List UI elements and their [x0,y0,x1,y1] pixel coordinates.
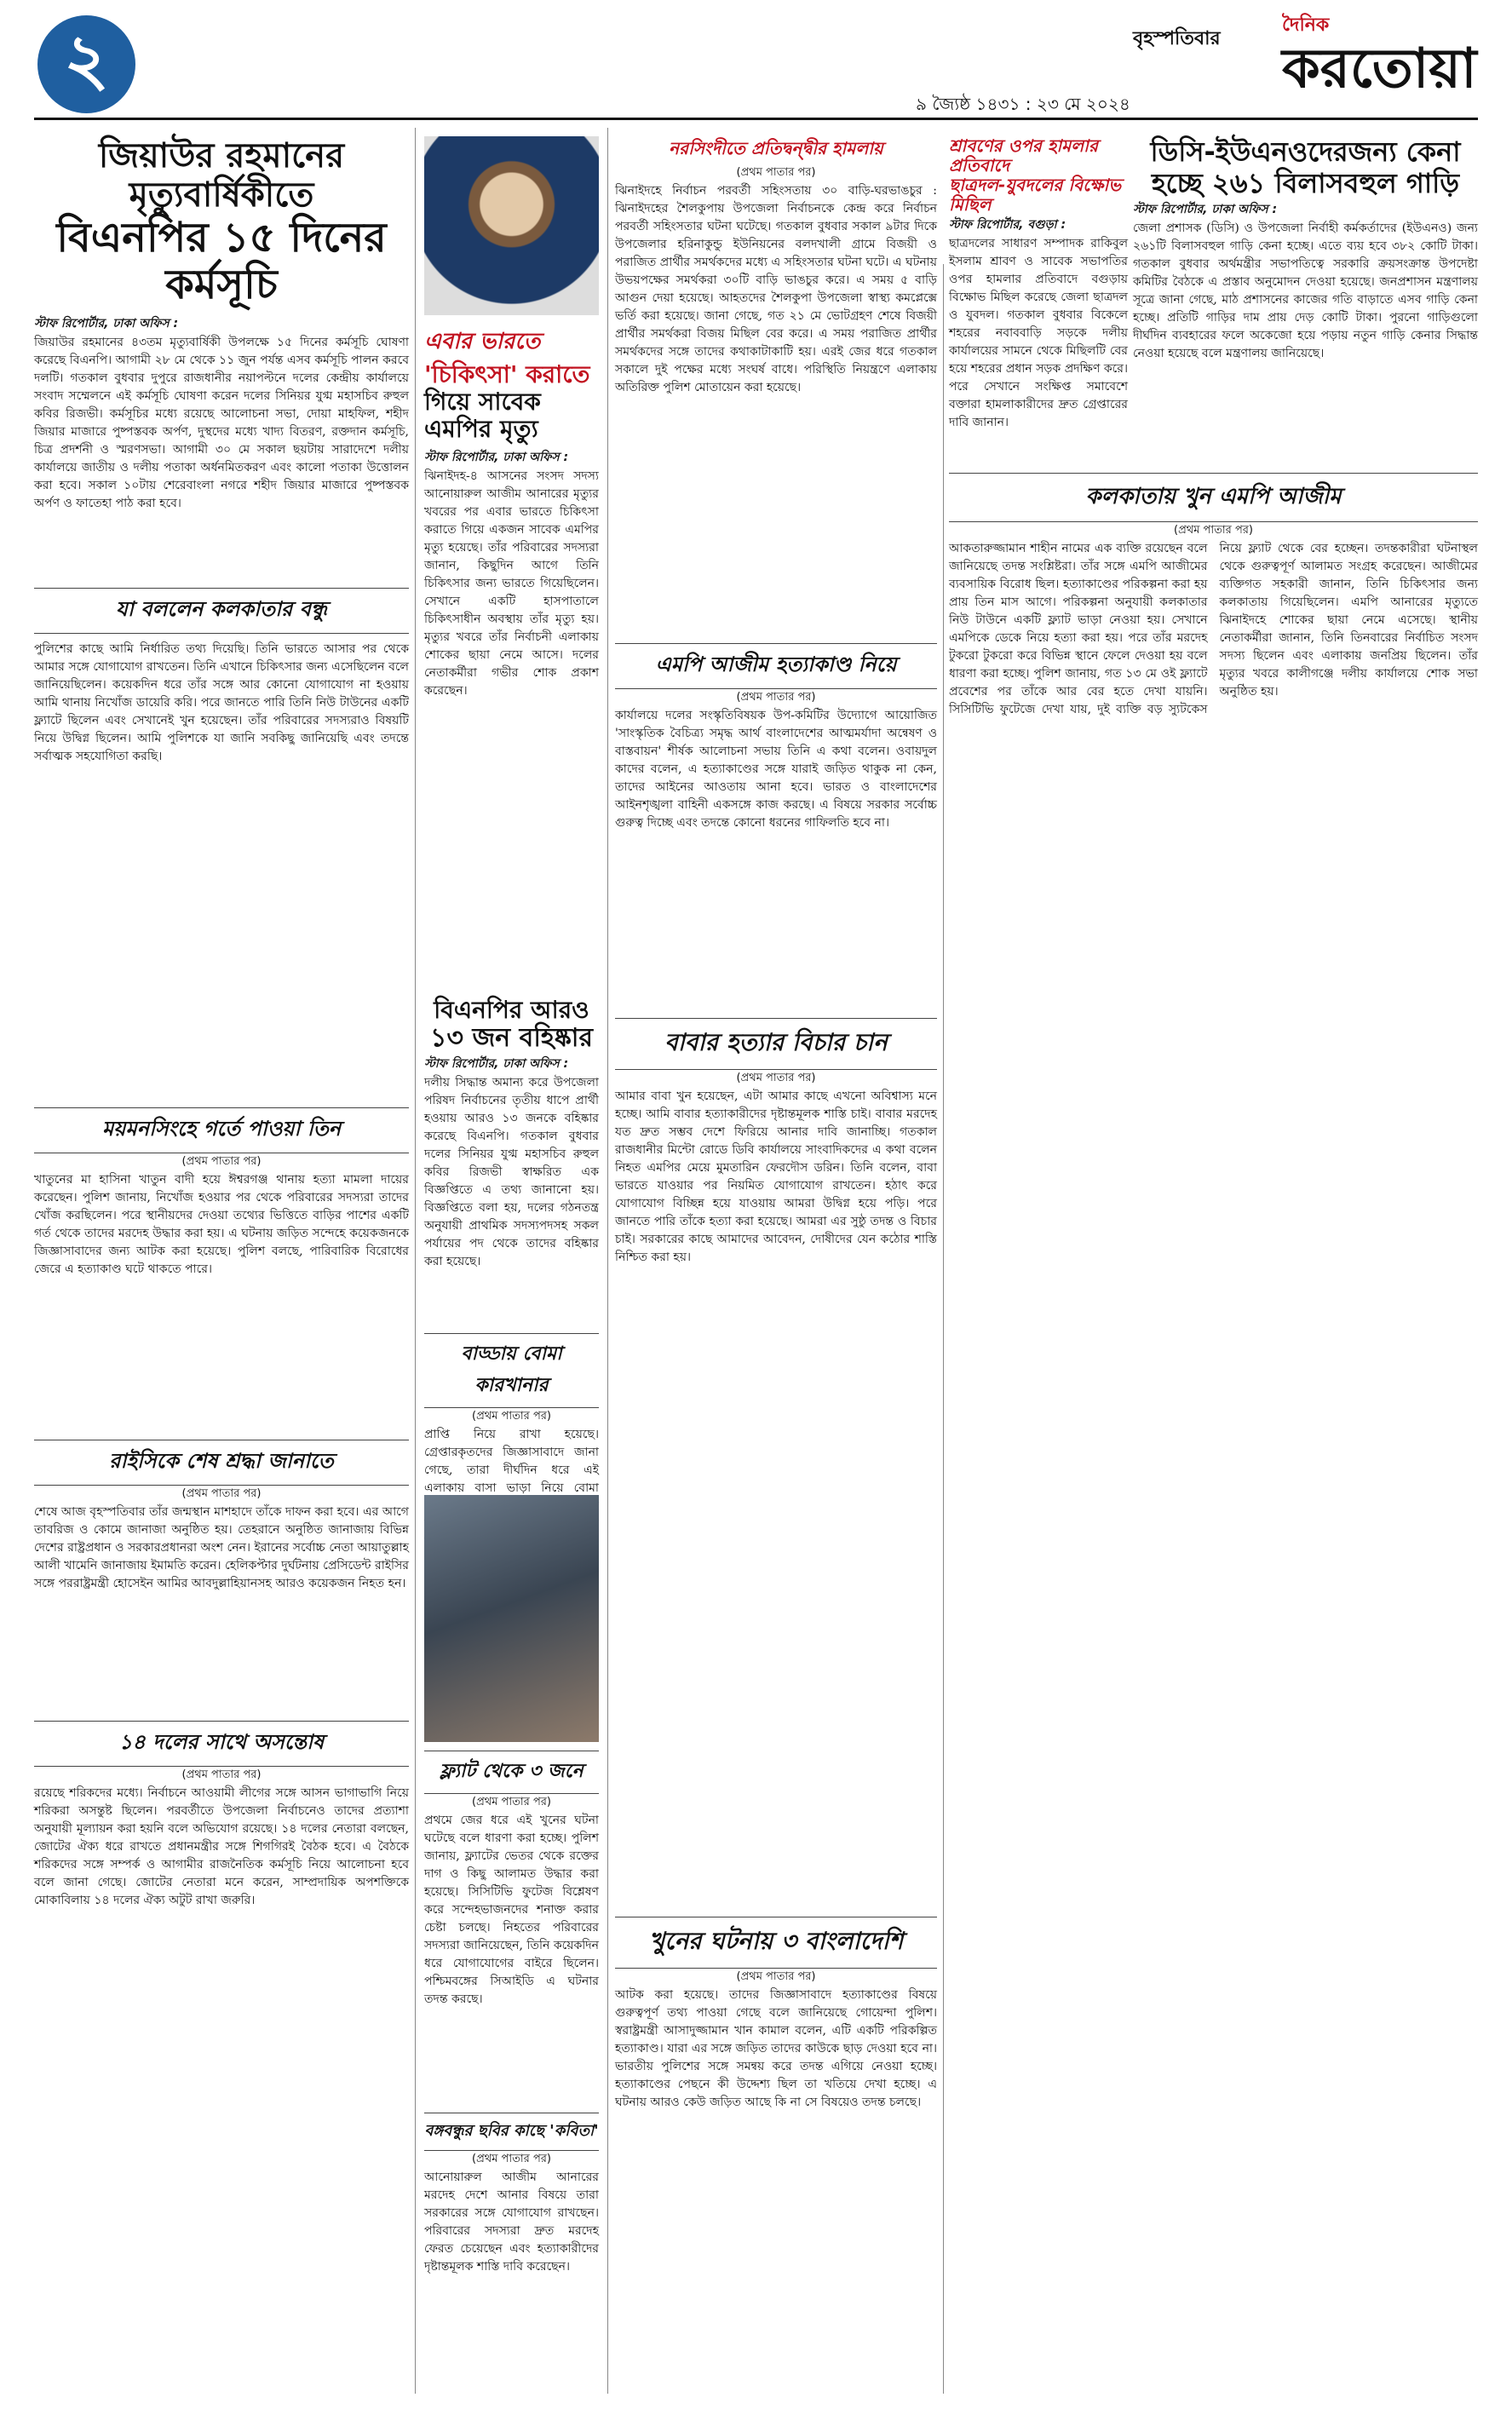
cont-flat: (প্রথম পাতার পর) [472,1796,551,1808]
column-divider [943,264,944,2394]
column-divider [607,128,608,2394]
cont-narsingdi: (প্রথম পাতার পর) [736,166,816,179]
headline-mp-treatment-quote: 'চিকিৎসা' করাতে [424,360,590,388]
page-number: ২ [63,20,110,101]
body-bomb: প্রাপ্তি নিয়ে রাখা হয়েছে। গ্রেপ্তারকৃতদের জিজ্ঞাসাবাদে জানা গেছে, তারা দীর্ঘদিন ধরে এই এলাকায় বাসা ভাড়া নিয়ে বোমা [424,1428,599,1495]
story-cars [1133,136,1478,475]
cont-raisi: (প্রথম পাতার পর) [181,1487,262,1500]
body-protest: ছাত্রদলের সাধারণ সম্পাদক রাকিবুল ইসলাম শ্রাবণ ও সাবেক সভাপতির ওপর হামলার প্রতিবাদে বগুড়ায় বিক্ষোভ মিছিল করেছে জেলা ছাত্রদল ও যুবদল। গতকাল বুধবার বিকেলে শহরের নবাববাড়ি সড়কে দলীয় কার্যালয়ের সামনে থেকে মিছিলটি বের হয়ে শহরের প্রধান সড়ক প্রদক্ষিণ করে। পরে সেখানে সংক্ষিপ্ত সমাবেশে বক্তারা হামলাকারীদের দ্রুত গ্রেপ্তারের দাবি জানান। [949,237,1128,429]
headline-family: বঙ্গবন্ধুর ছবির কাছে 'কবিতা' [424,2113,599,2151]
byline-mp-treatment: স্টাফ রিপোর্টার, ঢাকা অফিস : [424,450,569,464]
story-protest [949,136,1128,440]
story-family [424,2113,599,2416]
cont-family: (প্রথম পাতার পর) [472,2153,551,2165]
cont-14party: (প্রথম পাতার পর) [181,1768,262,1781]
cars-spacer [1133,128,1474,129]
story-flat [424,1751,599,2136]
body-kolkata: আকতারুজ্জামান শাহীন নামের এক ব্যক্তি রয়েছেন বলে জানিয়েছে তদন্ত সংশ্লিষ্টরা। তাঁর সঙ্গে এমপি আজীমের ব্যবসায়িক বিরোধ ছিল। হত্যাকাণ্ডের পরিকল্পনা করা হয় প্রায় তিন মাস আগে। পরিকল্পনা অনুযায়ী কলকাতার নিউ টাউনে একটি ফ্ল্যাট ভাড়া নেওয়া হয়। সেখানে এমপিকে ডেকে নিয়ে হত্যা করা হয়। পরে তাঁর মরদেহ টুকরো টুকরো করে বিভিন্ন স্থানে ফেলে দেওয়া হয় বলে ধারণা করা হচ্ছে। পুলিশ জানায়, গত ১৩ মে ওই ফ্ল্যাটে প্রবেশের পর তাঁকে আর বের হতে দেখা যায়নি। সিসিটিভি ফুটেজে দেখা যায়, দুই ব্যক্তি বড় স্যুটকেস নিয়ে ফ্ল্যাট থেকে বের হচ্ছেন। তদন্তকারীরা ঘটনাস্থল থেকে গুরুত্বপূর্ণ আলামত সংগ্রহ করেছেন। আজীমের ব্যক্তিগত সহকারী জানান, তিনি চিকিৎসার জন্য কলকাতায় গিয়েছিলেন। এমপি আনারের মৃত্যুতে ঝিনাইদহে শোকের ছায়া নেমে এসেছে। স্থানীয় নেতাকর্মীরা জানান, তিনি তিনবারের নির্বাচিত সংসদ সদস্য ছিলেন এবং এলাকায় জনপ্রিয় ছিলেন। তাঁর মৃত্যুর খবরে কালীগঞ্জে দলীয় কার্যালয়ে শোক সভা অনুষ্ঠিত হয়। [949,542,1478,716]
masthead-small: দৈনিক [1282,14,1330,36]
byline-cars: স্টাফ রিপোর্টার, ঢাকা অফিস : [1133,202,1278,216]
body-narsingdi: ঝিনাইদহে নির্বাচন পরবর্তী সহিংসতায় ৩০ বাড়ি-ঘরভাঙচুর : ঝিনাইদহের শৈলকুপায় উপজেলা নির্বাচনকে কেন্দ্র করে নির্বাচন পরবর্তী সহিংসতার ঘটনা ঘটেছে। গতকাল বুধবার সকাল ৯টার দিকে উপজেলার হরিনাকুন্ডু ইউনিয়নের বলদখালী গ্রামে বিজয়ী ও পরাজিত প্রার্থীর সমর্থকদের মধ্যে এ সহিংসতার ঘটনা ঘটে। এ ঘটনায় উভয়পক্ষের সমর্থকরা ৩০টি বাড়ি ভাঙচুর করে। এ সময় ৫ বাড়ি আগুন দেয়া হয়েছে। আহতদের শৈলকুপা উপজেলা স্বাস্থ্য কমপ্লেক্সে ভর্তি করা হয়েছে। জানা গেছে, গত ২১ মে ভোটগ্রহণ শেষে বিজয়ী প্রার্থীর সমর্থকরা বিজয় মিছিল বের করে। এ সময় পরাজিত প্রার্থীর সমর্থকদের সঙ্গে তাদের কথাকাটাকাটি হয়। এরই জের ধরে গতকাল সকালে দুই পক্ষের মধ্যে সংঘর্ষ বাধে। পরিস্থিতি নিয়ন্ত্রণে এলাকায় অতিরিক্ত পুলিশ মোতায়েন করা হয়েছে। [615,184,937,394]
headline-cars-1: ডিসি-ইউএনওদেরজন্য কেনা [1150,135,1461,168]
headline-flat: ফ্ল্যাট থেকে ৩ জনে [424,1751,599,1794]
cont-kolkata: (প্রথম পাতার পর) [1174,524,1253,537]
story-mp-murder [615,643,937,1048]
byline-bnp: স্টাফ রিপোর্টার, ঢাকা অফিস : [34,317,179,331]
portrait-photo [424,136,599,315]
story-narsingdi [615,136,937,659]
headline-protest-1: শ্রাবণের ওপর হামলার প্রতিবাদে [949,135,1098,175]
story-arrested [424,997,599,1313]
kicker-mp-treatment: এবার ভারতে [424,329,541,354]
body-mymensingh: খাতুনের মা হাসিনা খাতুন বাদী হয়ে ঈশ্বরগঞ্জ থানায় হত্যা মামলা দায়ের করেছেন। পুলিশ জানায়, নিখোঁজ হওয়ার পর থেকে পরিবারের সদস্যরা তাদের খোঁজ করছিলেন। পরে স্থানীয়দের দেওয়া তথ্যের ভিত্তিতে বাড়ির পাশের একটি গর্ত থেকে তাদের মরদেহ উদ্ধার করা হয়। এ ঘটনায় জড়িত সন্দেহে কয়েকজনকে জিজ্ঞাসাবাদের জন্য আটক করা হয়েছে। পুলিশ বলছে, পারিবারিক বিরোধের জেরে এ হত্যাকাণ্ড ঘটে থাকতে পারে। [34,1173,409,1276]
body-bnp: জিয়াউর রহমানের ৪৩তম মৃত্যুবার্ষিকী উপলক্ষে ১৫ দিনের কর্মসূচি ঘোষণা করেছে বিএনপি। আগামী ২৮ মে থেকে ১১ জুন পর্যন্ত এসব কর্মসূচি পালন করবে দলটি। গতকাল বুধবার দুপুরে রাজধানীর নয়াপল্টনে দলের কেন্দ্রীয় কার্যালয়ে সংবাদ সম্মেলনে এই কর্মসূচি ঘোষণা করেন দলের সিনিয়র যুগ্ম মহাসচিব রুহুল কবির রিজভী। কর্মসূচির মধ্যে রয়েছে আলোচনা সভা, দোয়া মাহফিল, শহীদ জিয়ার মাজারে পুষ্পস্তবক অর্পণ, দুস্থদের মধ্যে খাদ্য বিতরণ, রক্তদান কর্মসূচি, চিত্র প্রদর্শনী ও স্মরণসভা। আগামী ৩০ মে সকাল ছয়টায় সারাদেশে দলীয় কার্যালয়ে জাতীয় ও দলীয় পতাকা অর্ধনমিতকরণ এবং কালো পতাকা উত্তোলন করা হবে। সকাল ১০টায় শেরেবাংলা নগরে শহীদ জিয়ার মাজারে পুষ্পস্তবক অর্পণ ও ফাতেহা পাঠ করা হবে। [34,336,409,511]
headline-father: বাবার হত্যার বিচার চান [615,1018,937,1070]
cont-bomb: (প্রথম পাতার পর) [472,1410,551,1423]
headline-kolkata: কলকাতায় খুন এমপি আজীম [949,473,1478,522]
subheading-raisi: রাইসিকে শেষ শ্রদ্ধা জানাতে [34,1440,409,1486]
headline-cars-2: হচ্ছে ২৬১ বিলাসবহুল গাড়ি [1151,166,1460,199]
cont-mymensingh: (প্রথম পাতার পর) [181,1155,262,1168]
story-mymensingh [34,1107,409,1469]
story-calcutta [34,588,409,1135]
story-bangladeshi [615,1917,937,2429]
story-bnp [34,136,409,641]
headline-mp-treatment-3: এমপির মৃত্যু [424,415,538,444]
cont-mp-murder: (প্রথম পাতার পর) [736,691,816,704]
headline-mp-treatment-2: গিয়ে সাবেক [424,388,541,417]
body-family: আনোয়ারুল আজীম আনারের মরদেহ দেশে আনার বিষয়ে তারা সরকারের সঙ্গে যোগাযোগ রাখছেন। পরিবারের সদস্যরা দ্রুত মরদেহ ফেরত চেয়েছেন এবং হত্যাকারীদের দৃষ্টান্তমূলক শাস্তি দাবি করেছেন। [424,2170,599,2274]
headline-arrested-2: ১৩ জন বহিষ্কার [430,1023,593,1054]
column-divider [415,128,416,2394]
headline-arrested-1: বিএনপির আরও [434,996,589,1024]
subheading-14party: ১৪ দলের সাথে অসন্তোষ [34,1721,409,1767]
cont-bangladeshi: (প্রথম পাতার পর) [736,1970,816,1983]
story-mp-treatment [424,324,599,987]
subheading-calcutta: যা বললেন কলকাতার বন্ধু [34,588,409,634]
body-bangladeshi: আটক করা হয়েছে। তাদের জিজ্ঞাসাবাদে হত্যাকাণ্ডের বিষয়ে গুরুত্বপূর্ণ তথ্য পাওয়া গেছে বলে জানিয়েছে গোয়েন্দা পুলিশ। স্বরাষ্ট্রমন্ত্রী আসাদুজ্জামান খান কামাল বলেন, এটি একটি পরিকল্পিত হত্যাকাণ্ড। যারা এর সঙ্গে জড়িত তাদের কাউকে ছাড় দেওয়া হবে না। ভারতীয় পুলিশের সঙ্গে সমন্বয় করে তদন্ত এগিয়ে নেওয়া হচ্ছে। হত্যাকাণ্ডের পেছনে কী উদ্দেশ্য ছিল তা খতিয়ে দেখা হচ্ছে। এ ঘটনায় আরও কেউ জড়িত আছে কি না সে বিষয়েও তদন্ত চলছে। [615,1988,937,2109]
masthead-title: করতোয়া [1282,37,1477,101]
headline-bnp-1: জিয়াউর রহমানের মৃত্যুবার্ষিকীতে [98,136,345,215]
masthead [1282,10,1486,114]
body-raisi: শেষে আজ বৃহস্পতিবার তাঁর জন্মস্থান মাশহাদে তাঁকে দাফন করা হবে। এর আগে তাবরিজ ও কোমে জানাজা অনুষ্ঠিত হয়। তেহরানে অনুষ্ঠিত জানাজায় বিভিন্ন দেশের রাষ্ট্রপ্রধান ও সরকারপ্রধানরা অংশ নেন। ইরানের সর্বোচ্চ নেতা আয়াতুল্লাহ আলী খামেনি জানাজায় ইমামতি করেন। হেলিকপ্টার দুর্ঘটনায় প্রেসিডেন্ট রাইসির সঙ্গে পররাষ্ট্রমন্ত্রী হোসেইন আমির আবদুল্লাহিয়ানসহ আরও কয়েকজন নিহত হন। [34,1505,409,1590]
body-father: আমার বাবা খুন হয়েছেন, এটা আমার কাছে এখনো অবিশ্বাস্য মনে হচ্ছে। আমি বাবার হত্যাকারীদের দৃষ্টান্তমূলক শাস্তি চাই। বাবার মরদেহ যত দ্রুত সম্ভব দেশে ফিরিয়ে আনার দাবি জানাচ্ছি। গতকাল রাজধানীর মিন্টো রোডে ডিবি কার্যালয়ে সাংবাদিকদের এ কথা বলেন নিহত এমপির মেয়ে মুমতারিন ফেরদৌস ডরিন। তিনি বলেন, বাবা ভারতে যাওয়ার পর নিয়মিত যোগাযোগ রাখতেন। হঠাৎ করে যোগাযোগ বিচ্ছিন্ন হয়ে যাওয়ায় আমরা উদ্বিগ্ন হয়ে পড়ি। পরে জানতে পারি তাঁকে হত্যা করা হয়েছে। আমরা এর সুষ্ঠু তদন্ত ও বিচার চাই। সরকারের কাছে আমাদের আবেদন, দোষীদের যেন কঠোর শাস্তি নিশ্চিত করা হয়। [615,1090,937,1264]
byline-protest: স্টাফ রিপোর্টার, বগুড়া : [949,218,1066,232]
body-mp-murder: কার্যালয়ে দলের সংস্কৃতিবিষয়ক উপ-কমিটির উদ্যোগে আয়োজিত 'সাংস্কৃতিক বৈচিত্র্য সমৃদ্ধ আর্থ বাংলাদেশের আত্মমর্যাদা অন্বেষণ ও বাস্তবায়ন' শীর্ষক আলোচনা সভায় তিনি এ কথা বলেন। ওবায়দুল কাদের বলেন, এ হত্যাকাণ্ডের সঙ্গে যারাই জড়িত থাকুক না কেন, তাদের আইনের আওতায় আনা হবে। ভারত ও বাংলাদেশের আইনশৃঙ্খলা বাহিনী একসঙ্গে কাজ করছে। এ বিষয়ে সরকার সর্বোচ্চ গুরুত্ব দিচ্ছে এবং তদন্তে কোনো ধরনের গাফিলতি হবে না। [615,709,937,830]
body-14party: রয়েছে শরিকদের মধ্যে। নির্বাচনে আওয়ামী লীগের সঙ্গে আসন ভাগাভাগি নিয়ে শরিকরা অসন্তুষ্ট ছিলেন। পরবর্তীতে উপজেলা নির্বাচনেও তাদের প্রত্যাশা অনুযায়ী মূল্যায়ন করা হয়নি বলে অভিযোগ রয়েছে। ১৪ দলের নেতারা বলছেন, জোটের ঐক্য ধরে রাখতে প্রধানমন্ত্রীর সঙ্গে শিগগিরই বৈঠক হবে। এ বৈঠকে শরিকদের সঙ্গে সম্পর্ক ও আগামীর রাজনৈতিক কর্মসূচি নিয়ে আলোচনা হবে বলে জানা গেছে। জোটের নেতারা মনে করেন, সাম্প্রদায়িক অপশক্তিকে মোকাবিলায় ১৪ দলের ঐক্য অটুট রাখা জরুরি। [34,1786,409,1907]
story-14party [34,1721,409,2432]
story-raisi [34,1440,409,1751]
headline-bnp-2: বিএনপির ১৫ দিনের কর্মসূচি [56,214,387,309]
cont-father: (প্রথম পাতার পর) [736,1072,816,1084]
page-number-badge [37,15,135,113]
headline-bomb: বাড্ডায় বোমা কারখানার [424,1333,599,1408]
body-flat: প্রথমে জের ধরে এই খুনের ঘটনা ঘটেছে বলে ধারণা করা হচ্ছে। পুলিশ জানায়, ফ্ল্যাটের ভেতর থেকে রক্তের দাগ ও কিছু আলামত উদ্ধার করা হয়েছে। সিসিটিভি ফুটেজ বিশ্লেষণ করে সন্দেহভাজনদের শনাক্ত করার চেষ্টা চলছে। নিহতের পরিবারের সদস্যরা জানিয়েছেন, তিনি কয়েকদিন ধরে যোগাযোগের বাইরে ছিলেন। পশ্চিমবঙ্গের সিআইডি এ ঘটনার তদন্ত করছে। [424,1814,599,2006]
body-cars: জেলা প্রশাসক (ডিসি) ও উপজেলা নির্বাহী কর্মকর্তাদের (ইউএনও) জন্য ২৬১টি বিলাসবহুল গাড়ি কেনা হচ্ছে। এতে ব্যয় হবে ৩৮২ কোটি টাকা। গতকাল বুধবার অর্থমন্ত্রীর সভাপতিত্বে সরকারি ক্রয়সংক্রান্ত উপদেষ্টা কমিটির বৈঠকে এ প্রস্তাব অনুমোদন দেওয়া হয়েছে। জনপ্রশাসন মন্ত্রণালয় সূত্রে জানা গেছে, মাঠ প্রশাসনের কাজের গতি বাড়াতে এসব গাড়ি কেনা হচ্ছে। প্রতিটি গাড়ির দাম প্রায় দেড় কোটি টাকা। পুরনো গাড়িগুলো দীর্ঘদিন ব্যবহারের ফলে অকেজো হয়ে পড়ায় নতুন গাড়ি কেনার সিদ্ধান্ত নেওয়া হয়েছে বলে মন্ত্রণালয় জানিয়েছে। [1133,221,1478,360]
body-calcutta: পুলিশের কাছে আমি নির্ধারিত তথ্য দিয়েছি। তিনি ভারতে আসার পর থেকে আমার সঙ্গে যোগাযোগ রাখতেন। তিনি এখানে চিকিৎসার জন্য এসেছিলেন বলে জানিয়েছিলেন। কয়েকদিন ধরে তাঁর সঙ্গে আর কোনো যোগাযোগ না হওয়ায় আমি থানায় নিখোঁজ ডায়েরি করি। পরে জানতে পারি তিনি নিউ টাউনের একটি ফ্ল্যাটে ছিলেন এবং সেখানেই খুন হয়েছেন। তাঁর পরিবারের সদস্যরাও বিষয়টি নিয়ে উদ্বিগ্ন ছিলেন। আমি পুলিশকে যা জানি সবকিছু জানিয়েছি এবং তদন্তে সর্বাত্মক সহযোগিতা করছি। [34,642,409,763]
headline-mp-murder: এমপি আজীম হত্যাকাণ্ড নিয়ে [615,643,937,689]
header-day: বৃহস্পতিবার [1133,28,1221,49]
header-rule [34,118,1478,120]
header-date: ৯ জ্যৈষ্ঠ ১৪৩১ : ২৩ মে ২০২৪ [916,94,1130,114]
kicker-narsingdi: নরসিংদীতে প্রতিদ্বন্দ্বীর হামলায় [669,138,883,158]
headline-protest-2: ছাত্রদল-যুবদলের বিক্ষোভ মিছিল [949,175,1122,215]
body-mp-treatment: ঝিনাইদহ-৪ আসনের সংসদ সদস্য আনোয়ারুল আজীম আনারের মৃত্যুর খবরের পর এবার ভারতে চিকিৎসা করাতে গিয়ে একজন সাবেক এমপির মৃত্যু হয়েছে। তাঁর পরিবারের সদস্যরা জানান, কিছুদিন আগে তিনি চিকিৎসার জন্য ভারতে গিয়েছিলেন। সেখানে একটি হাসপাতালে চিকিৎসাধীন অবস্থায় তাঁর মৃত্যু হয়। মৃত্যুর খবরে তাঁর নির্বাচনী এলাকায় শোকের ছায়া নেমে আসে। দলের নেতাকর্মীরা গভীর শোক প্রকাশ করেছেন। [424,469,599,698]
news-photo [424,1495,599,1742]
subheading-mymensingh: ময়মনসিংহে গর্তে পাওয়া তিন [34,1107,409,1153]
byline-arrested: স্টাফ রিপোর্টার, ঢাকা অফিস : [424,1056,569,1071]
story-kolkata [949,473,1478,2406]
story-father [615,1018,937,1948]
headline-bangladeshi: খুনের ঘটনায় ৩ বাংলাদেশি [615,1917,937,1969]
body-arrested: দলীয় সিদ্ধান্ত অমান্য করে উপজেলা পরিষদ নির্বাচনের তৃতীয় ধাপে প্রার্থী হওয়ায় আরও ১৩ জনকে বহিষ্কার করেছে বিএনপি। গতকাল বুধবার দলের সিনিয়র যুগ্ম মহাসচিব রুহুল কবির রিজভী স্বাক্ষরিত এক বিজ্ঞপ্তিতে এ তথ্য জানানো হয়। বিজ্ঞপ্তিতে বলা হয়, দলের গঠনতন্ত্র অনুযায়ী প্রাথমিক সদস্যপদসহ সকল পর্যায়ের পদ থেকে তাদের বহিষ্কার করা হয়েছে। [424,1075,599,1268]
